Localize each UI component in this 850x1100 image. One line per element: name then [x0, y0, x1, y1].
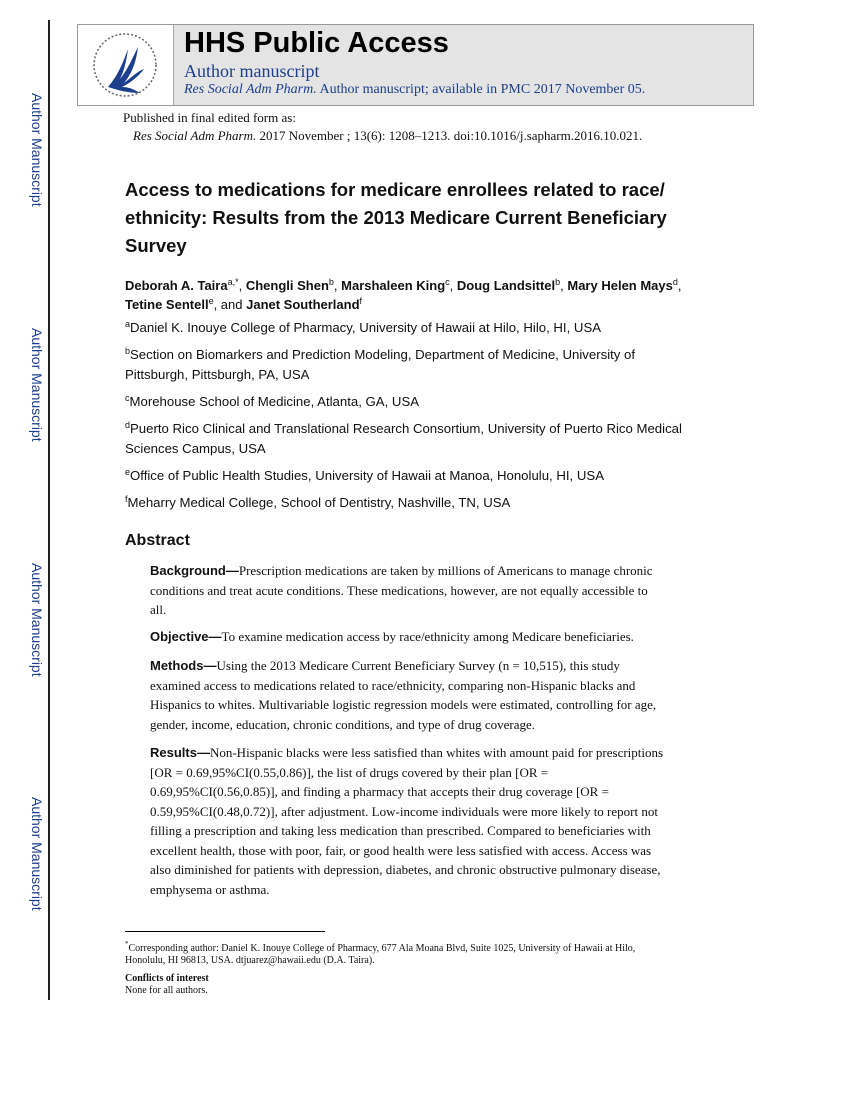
author-affiliation-mark: b: [555, 277, 561, 287]
section-label: Methods—: [150, 658, 217, 673]
conflicts-text: None for all authors.: [125, 985, 208, 996]
paragraph-line: [150, 656, 710, 676]
author-name: Marshaleen King: [341, 278, 446, 293]
paragraph-line: [150, 715, 710, 735]
author-affiliation-mark: d: [672, 277, 678, 287]
conflicts-heading: Conflicts of interest: [125, 973, 209, 984]
paragraph-line: [150, 743, 710, 763]
paragraph-text: filling a prescription and taking less medication than prescribed. Compared to beneficiaries with: [150, 823, 651, 838]
affiliation-text: Puerto Rico Clinical and Translational Research Consortium, University of Puerto Rico Medical: [130, 421, 682, 436]
author-affiliation-mark: c: [445, 277, 450, 287]
abstract-background: [150, 561, 710, 620]
title-line: Access to medications for medicare enrollees related to race/: [125, 179, 665, 200]
paragraph-line: [150, 600, 710, 620]
paragraph-line: [150, 627, 710, 647]
published-label: Published in final edited form as:: [123, 110, 296, 125]
paragraph-text: all.: [150, 602, 167, 618]
affiliation-line: [125, 419, 745, 439]
author-separator: ,: [449, 278, 457, 293]
paragraph-line: [150, 802, 710, 822]
abstract-results: [150, 743, 710, 899]
paragraph-text: 0.69,95%CI(0.56,0.85)], and finding a pharmacy that accepts their drug coverage [OR =: [150, 784, 609, 799]
section-label: Objective—: [150, 629, 222, 644]
title-line: Survey: [125, 235, 187, 256]
paragraph-line: [150, 676, 710, 696]
affiliation: [125, 318, 745, 338]
affiliation-mark: d: [125, 420, 131, 430]
affiliation-line: [125, 392, 745, 412]
author-affiliation-mark: e: [208, 296, 214, 306]
journal-name: Res Social Adm Pharm.: [184, 82, 317, 97]
affiliation-line: [125, 466, 745, 486]
affiliation: [125, 419, 745, 459]
hhs-header: [77, 24, 754, 106]
availability-line: [184, 82, 645, 98]
paragraph-text: also diminished for patients with depression, diabetes, and chronic obstructive pulmonary disease,: [150, 862, 661, 877]
paragraph-text: Prescription medications are taken by millions of Americans to manage chronic: [238, 563, 653, 578]
footnote-rule: [125, 931, 325, 932]
abstract-objective: [150, 627, 710, 647]
affiliation-text: Sciences Campus, USA: [125, 441, 266, 456]
paragraph-line: [150, 782, 710, 802]
affiliation-text: Daniel K. Inouye College of Pharmacy, University of Hawaii at Hilo, Hilo, HI, USA: [130, 320, 602, 335]
author-separator: ,: [238, 278, 246, 293]
author-separator: ,: [560, 278, 568, 293]
abstract-heading: Abstract: [125, 532, 190, 549]
footnote-line: Honolulu, HI 96813, USA. dtjuarez@hawaii.edu (D.A. Taira).: [125, 955, 375, 966]
article-title: [125, 176, 745, 260]
affiliation: [125, 493, 745, 513]
affiliation: [125, 392, 745, 412]
affiliation-line: [125, 318, 745, 338]
paragraph-line: [150, 880, 710, 900]
section-label: Results—: [150, 745, 210, 760]
abstract-methods: [150, 656, 710, 734]
author-separator: ,: [333, 278, 342, 293]
paragraph-line: [150, 561, 710, 581]
paragraph-text: examined access to medications related to race/ethnicity, comparing non-Hispanic blacks and: [150, 677, 636, 693]
paragraph-text: To examine medication access by race/ethnicity among Medicare beneficiaries.: [221, 629, 634, 644]
paragraph-line: [150, 695, 710, 715]
affiliation: [125, 345, 745, 385]
paragraph-text: Non-Hispanic blacks were less satisfied than whites with amount paid for prescriptions: [209, 745, 664, 760]
paragraph-line: [150, 763, 710, 783]
affiliation-line: [125, 345, 745, 365]
affiliation-line: [125, 493, 745, 513]
affiliation-text: Pittsburgh, Pittsburgh, PA, USA: [125, 367, 310, 382]
paragraph-text: emphysema or asthma.: [150, 881, 270, 897]
author-affiliation-mark: a,*: [227, 277, 239, 287]
affiliation-text: Section on Biomarkers and Prediction Modeling, Department of Medicine, University of: [130, 347, 636, 362]
author-separator: ,: [677, 278, 682, 293]
footnotes: [125, 940, 725, 997]
affiliation-line: [125, 365, 745, 385]
section-label: Background—: [150, 563, 239, 578]
paragraph-text: 0.59,95%CI(0.48,0.72)], after adjustment. Low-income individuals were more likely to report not: [150, 803, 658, 819]
author-name: Deborah A. Taira: [125, 278, 228, 293]
corresponding-author-note: [125, 940, 725, 967]
affiliation-mark: b: [125, 346, 131, 356]
hhs-eagle-logo: [78, 25, 174, 105]
side-label: Author Manuscript: [29, 563, 45, 677]
paragraph-text: conditions and treat acute conditions. These medications, however, are not equally accessible to: [150, 582, 648, 598]
affiliation-text: Office of Public Health Studies, University of Hawaii at Manoa, Honolulu, HI, USA: [130, 468, 605, 483]
margin-rule: [48, 20, 50, 1000]
side-label: Author Manuscript: [29, 797, 45, 911]
affiliation-text: Morehouse School of Medicine, Atlanta, GA, USA: [129, 394, 420, 409]
affiliation: [125, 466, 745, 486]
author-name: Tetine Sentell: [125, 297, 209, 312]
author-affiliation-mark: f: [359, 296, 363, 306]
availability-text: Author manuscript; available in PMC 2017 November 05.: [316, 82, 646, 97]
paragraph-line: [150, 581, 710, 601]
affiliation-line: [125, 439, 745, 459]
paragraph-text: [OR = 0.69,95%CI(0.55,0.86)], the list of drugs covered by their plan [OR =: [150, 764, 549, 780]
side-label: Author Manuscript: [29, 328, 45, 442]
paragraph-line: [150, 860, 710, 880]
affiliations: [125, 318, 745, 520]
citation-text: 2017 November ; 13(6): 1208–1213. doi:10.1016/j.sapharm.2016.10.021.: [256, 128, 643, 143]
manuscript-label: Author manuscript: [184, 61, 320, 81]
paragraph-text: Hispanics to whites. Multivariable logistic regression models were estimated, controlling for age,: [150, 697, 657, 713]
footnote-mark: *: [125, 940, 129, 948]
paragraph-text: Using the 2013 Medicare Current Beneficiary Survey (n = 10,515), this study: [216, 658, 620, 673]
author-affiliation-mark: b: [328, 277, 334, 287]
author-name: Janet Southerland: [246, 297, 360, 312]
author-separator: , and: [213, 297, 247, 312]
side-label: Author Manuscript: [29, 93, 45, 207]
paragraph-text: excellent health, those with poor, fair, or good health were less satisfied with access. Access was: [150, 842, 652, 858]
affiliation-mark: c: [125, 393, 130, 403]
title-line: ethnicity: Results from the 2013 Medicare Current Beneficiary: [125, 207, 667, 228]
affiliation-mark: e: [125, 467, 131, 477]
hhs-title: HHS Public Access: [184, 27, 449, 59]
journal-name: Res Social Adm Pharm.: [133, 128, 257, 143]
author-name: Mary Helen Mays: [567, 278, 673, 293]
paragraph-line: [150, 821, 710, 841]
published-citation: [123, 109, 642, 145]
author-list: [125, 276, 745, 314]
affiliation-text: Meharry Medical College, School of Dentistry, Nashville, TN, USA: [127, 495, 511, 510]
paragraph-line: [150, 841, 710, 861]
affiliation-mark: a: [125, 319, 131, 329]
paragraph-text: gender, income, education, chronic conditions, and type of drug coverage.: [150, 716, 536, 732]
affiliation-mark: f: [125, 494, 128, 504]
author-name: Doug Landsittel: [456, 278, 556, 293]
footnote-line: Corresponding author: Daniel K. Inouye College of Pharmacy, 677 Ala Moana Blvd, Suite 1025, University of Hawaii at Hilo,: [128, 943, 636, 954]
author-name: Chengli Shen: [245, 278, 329, 293]
